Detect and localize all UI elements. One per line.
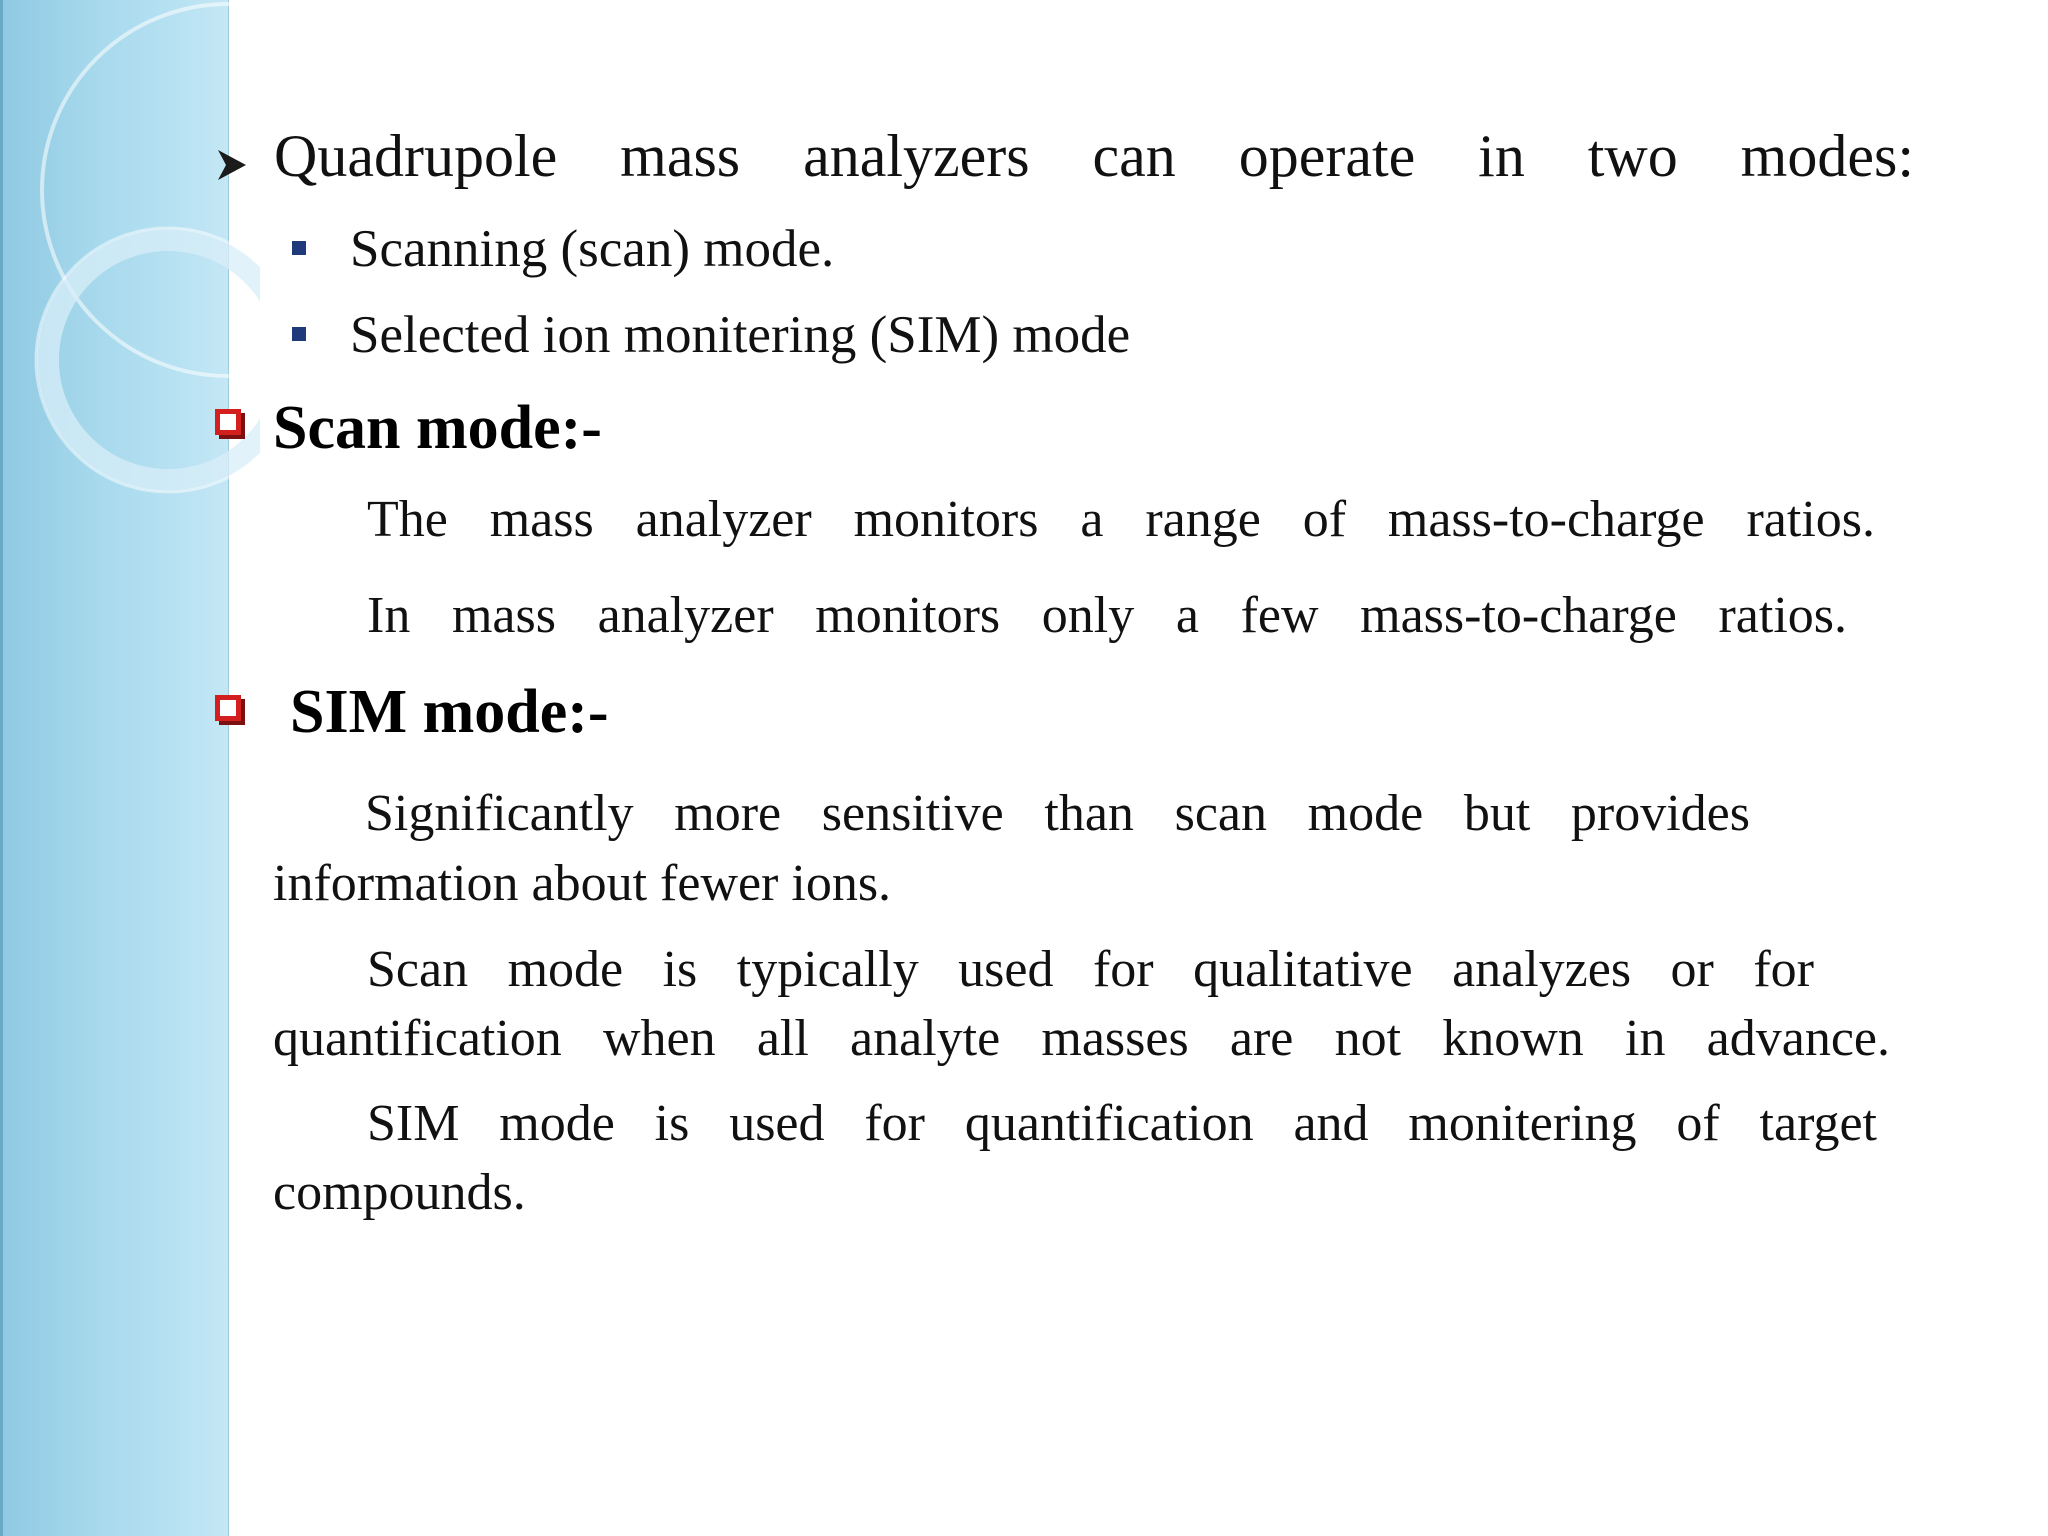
decorative-circles <box>0 0 260 520</box>
sim-paragraph-3-line-2: compounds. <box>273 1164 526 1221</box>
scan-mode-line-2: In mass analyzer monitors only a few mass-to-charge ratios. <box>367 587 1847 644</box>
scan-mode-heading: Scan mode:- <box>273 394 602 462</box>
sim-mode-heading: SIM mode:- <box>290 678 609 746</box>
arrowhead-icon <box>216 148 248 182</box>
scan-mode-line-1: The mass analyzer monitors a range of mass-to-charge ratios. <box>367 491 1875 548</box>
sub-item-scanning: Scanning (scan) mode. <box>350 220 835 278</box>
square-bullet-icon <box>292 327 306 341</box>
sim-paragraph-1-line-1: Significantly more sensitive than scan mode but provides <box>365 785 1750 842</box>
sub-item-selected-ion: Selected ion monitering (SIM) mode <box>350 306 1131 364</box>
intro-line: Quadrupole mass analyzers can operate in two modes: <box>274 123 1914 189</box>
sim-paragraph-3-line-1: SIM mode is used for quantification and monitering of target <box>367 1095 1877 1152</box>
red-checkbox-icon <box>215 409 241 435</box>
square-bullet-icon <box>292 241 306 255</box>
red-checkbox-icon <box>215 695 241 721</box>
sim-paragraph-2-line-1: Scan mode is typically used for qualitative analyzes or for <box>367 941 1814 998</box>
large-ring <box>42 4 260 376</box>
sim-paragraph-1-line-2: information about fewer ions. <box>273 855 892 912</box>
sim-paragraph-2-line-2: quantification when all analyte masses are not known in advance. <box>273 1010 1890 1067</box>
